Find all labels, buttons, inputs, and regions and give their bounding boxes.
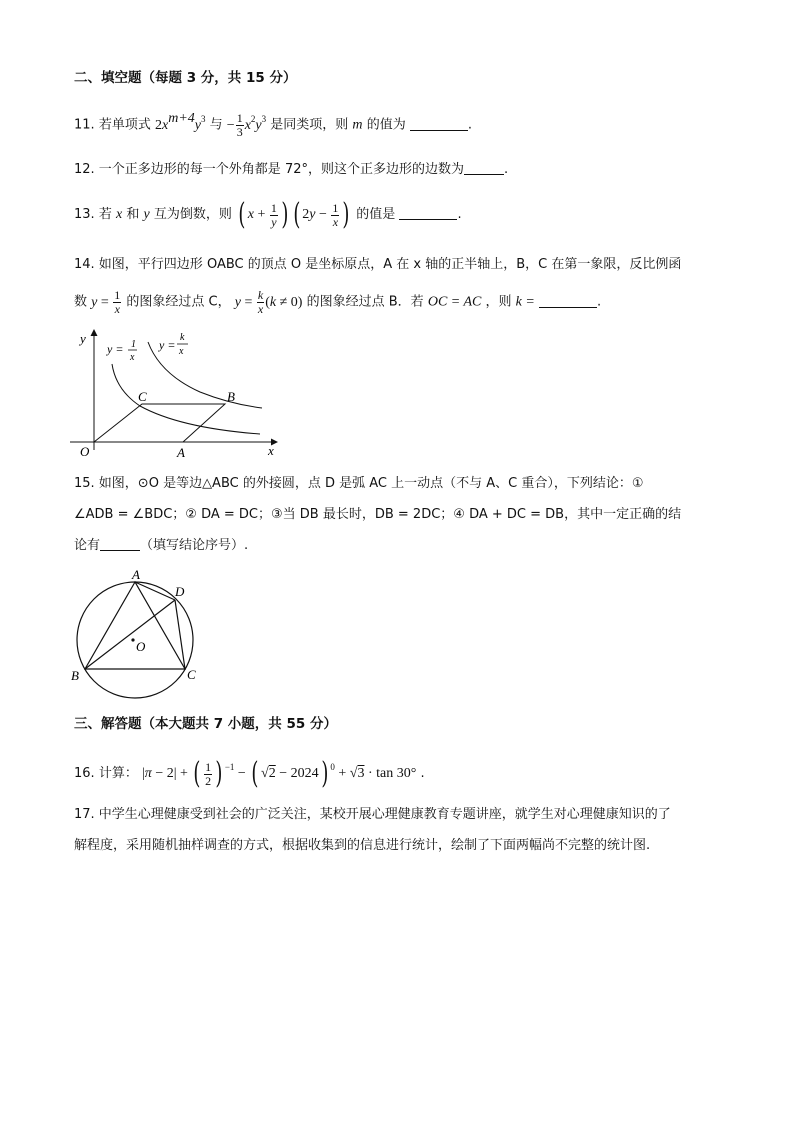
question-17-line-1: 17. 中学生心理健康受到社会的广泛关注，某校开展心理健康教育专题讲座，就学生对心理健康知识的了 [74,807,671,822]
label-B: B [71,668,79,683]
q11-monomial-1: $2x^{m+4}y^3$ [154,110,206,133]
curve-y-1-over-x [112,364,260,434]
q11-period: . [467,117,472,133]
q12-answer-blank[interactable] [464,162,504,175]
q11-number: 11. [74,117,95,133]
label-B: B [227,389,235,404]
label-C: C [187,667,196,682]
q16-number: 16. [74,766,95,782]
q14-text-e: ，则 [485,294,512,310]
q11-text-d: 的值为 [366,117,406,133]
q13-answer-blank[interactable] [399,207,457,220]
question-13 [74,197,462,232]
question-17-line-2: 解程度，采用随机抽样调查的方式，根据收集到的信息进行统计，绘制了下面两幅尚不完整的统计图. [74,838,651,853]
q12-text: 12. 一个正多边形的每一个外角都是 72°，则这个正多边形的边数为 [74,162,464,177]
q14-condition: OC = AC [427,294,482,310]
q13-text-and: 和 [126,207,140,223]
label-f2-num: k [180,332,185,343]
q13-var-x: x [115,207,123,223]
segment-DC [175,600,185,669]
label-O: O [136,639,146,654]
q11-text-b: 与 [209,117,223,133]
q13-text-a: 若 [98,207,112,223]
q13-number: 13. [74,207,95,223]
q15-answer-blank[interactable] [100,538,140,551]
q15-text-b: （填写结论序号）. [140,538,249,553]
figure-14-graph [70,324,285,458]
q13-expression: ( x + $\frac{1}{y}$ ) ( 2y − $\frac{1}{x}$ ) [238,197,350,232]
section-2-title: 二、填空题（每题 3 分，共 15 分） [74,70,297,86]
q14-text-b: 的图象经过点 C， [126,294,231,310]
q14-text-c: 的图象经过点 B．若 [306,294,424,310]
q11-text-c: 是同类项，则 [270,117,349,133]
question-14-line-2 [74,289,601,316]
label-A: A [132,567,140,582]
label-C: C [138,389,147,404]
label-f1: y = [107,342,124,356]
label-f2: y = [159,338,176,352]
question-12 [74,161,508,179]
label-A: A [177,445,185,458]
q13-var-y: y [143,207,150,223]
label-f1-num: 1 [131,339,136,350]
q14-function-2: y = $\frac{k}{x}$ (k ≠ 0) [234,288,303,316]
question-11 [74,112,472,139]
segment-DB [85,600,175,669]
label-O: O [80,444,90,458]
question-16 [74,756,425,791]
q11-var-m: m [352,117,363,133]
q11-text-a: 若单项式 [98,117,151,133]
q13-text-c: 的值是 [356,207,396,223]
question-15-line-2: ∠ADB = ∠BDC；② DA = DC；③当 DB 最长时，DB = 2DC；④ DA + DC = DB，其中一定正确的结 [74,507,682,522]
q14-function-1: y = $\frac{1}{x}$ [91,288,121,316]
q15-text-a: 论有 [74,538,101,553]
center-point-O [131,638,134,641]
label-x-axis: x [268,443,274,458]
q16-expression: |π − 2| + ( $\frac{1}{2}$ ) $^{-1}$ − ( √2 − 2024) $^0$ + √3 · tan 30° [141,756,417,791]
q14-text-a: 数 [74,294,88,310]
q11-monomial-2: − $\frac{1}{3}$ $x^2y^3$ [226,111,267,139]
label-f1-den: x [130,352,135,363]
segment-AD [135,582,175,600]
q13-text-b: 互为倒数，则 [153,207,232,223]
triangle-ABC [85,582,185,669]
question-15-line-1: 15. 如图，⊙O 是等边△ABC 的外接圆，点 D 是弧 AC 上一动点（不与 A、C 重合），下列结论：① [74,476,644,491]
section-3-title: 三、解答题（本大题共 7 小题，共 55 分） [74,716,337,732]
label-D: D [175,584,185,599]
circle-O [77,582,193,698]
figure-15-circle [68,566,208,701]
q16-period: . [420,766,425,782]
q14-answer-blank[interactable] [539,295,597,308]
q16-text-a: 计算： [98,766,138,782]
label-y-axis: y [80,331,86,346]
question-15-line-3 [74,537,248,555]
q14-k-equals: k = [515,294,535,310]
parallelogram-OABC [94,404,225,442]
label-f2-den: x [179,346,184,357]
question-14-line-1: 14. 如图，平行四边形 OABC 的顶点 O 是坐标原点，A 在 x 轴的正半轴上，B，C 在第一象限，反比例函 [74,257,682,272]
q11-answer-blank[interactable] [410,118,468,131]
q13-period: . [457,207,462,223]
q14-period: . [596,294,602,310]
q12-period: . [503,162,509,177]
